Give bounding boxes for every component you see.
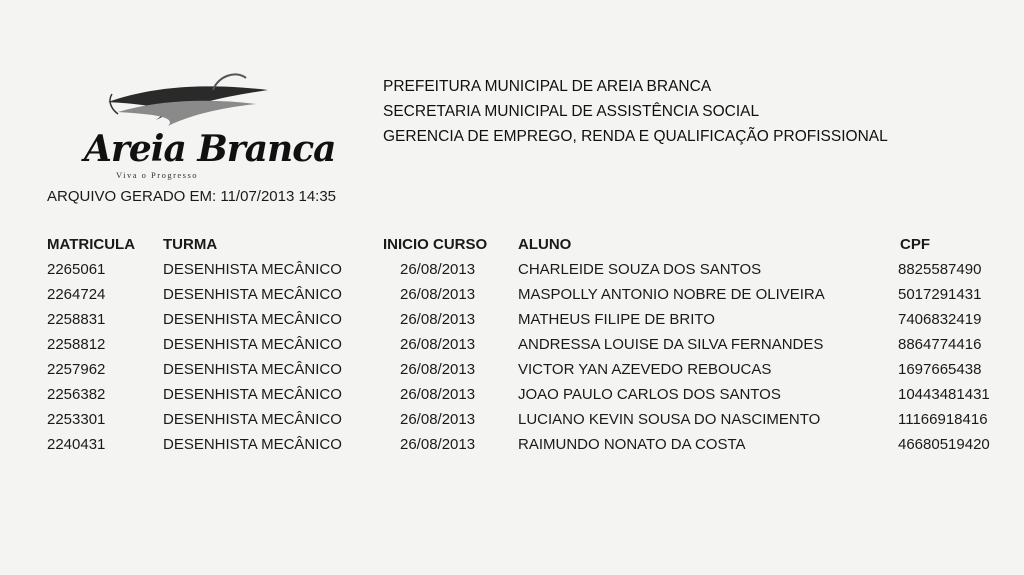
table-row <box>0 359 1024 384</box>
table-row <box>0 309 1024 334</box>
cell-aluno: LUCIANO KEVIN SOUSA DO NASCIMENTO <box>518 411 821 428</box>
cell-inicio: 26/08/2013 <box>400 411 476 428</box>
cell-matricula: 2240431 <box>47 436 106 453</box>
header-line-prefeitura: PREFEITURA MUNICIPAL DE AREIA BRANCA <box>383 78 712 95</box>
table-row <box>0 259 1024 284</box>
generated-timestamp: ARQUIVO GERADO EM: 11/07/2013 14:35 <box>47 188 337 205</box>
cell-cpf: 10443481431 <box>898 386 990 403</box>
cell-turma: DESENHISTA MECÂNICO <box>163 261 342 278</box>
cell-turma: DESENHISTA MECÂNICO <box>163 336 342 353</box>
cell-cpf: 1697665438 <box>898 361 982 378</box>
cell-matricula: 2264724 <box>47 286 106 303</box>
cell-cpf: 8825587490 <box>898 261 982 278</box>
cell-cpf: 7406832419 <box>898 311 982 328</box>
logo <box>78 68 336 183</box>
cell-inicio: 26/08/2013 <box>400 361 476 378</box>
cell-inicio: 26/08/2013 <box>400 311 476 328</box>
table-row <box>0 334 1024 359</box>
cell-aluno: RAIMUNDO NONATO DA COSTA <box>518 436 746 453</box>
header-matricula: MATRICULA <box>47 236 136 253</box>
cell-aluno: VICTOR YAN AZEVEDO REBOUCAS <box>518 361 772 378</box>
cell-matricula: 2265061 <box>47 261 106 278</box>
cell-aluno: CHARLEIDE SOUZA DOS SANTOS <box>518 261 762 278</box>
cell-matricula: 2258812 <box>47 336 106 353</box>
logo-tagline: Viva o Progresso <box>116 170 199 180</box>
cell-aluno: MASPOLLY ANTONIO NOBRE DE OLIVEIRA <box>518 286 825 303</box>
cell-turma: DESENHISTA MECÂNICO <box>163 386 342 403</box>
cell-turma: DESENHISTA MECÂNICO <box>163 411 342 428</box>
cell-inicio: 26/08/2013 <box>400 386 476 403</box>
header-turma: TURMA <box>163 236 218 253</box>
cell-inicio: 26/08/2013 <box>400 286 476 303</box>
header-line-secretaria: SECRETARIA MUNICIPAL DE ASSISTÊNCIA SOCIAL <box>383 103 760 120</box>
cell-turma: DESENHISTA MECÂNICO <box>163 286 342 303</box>
cell-cpf: 5017291431 <box>898 286 982 303</box>
cell-aluno: ANDRESSA LOUISE DA SILVA FERNANDES <box>518 336 824 353</box>
header-inicio-curso: INICIO CURSO <box>383 236 488 253</box>
cell-cpf: 8864774416 <box>898 336 982 353</box>
header-line-gerencia: GERENCIA DE EMPREGO, RENDA E QUALIFICAÇÃO PROFISSIONAL <box>383 128 888 145</box>
logo-name: Areia Branca <box>84 128 336 170</box>
cell-inicio: 26/08/2013 <box>400 261 476 278</box>
cell-aluno: JOAO PAULO CARLOS DOS SANTOS <box>518 386 781 403</box>
cell-cpf: 11166918416 <box>898 411 988 428</box>
table-row <box>0 409 1024 434</box>
cell-turma: DESENHISTA MECÂNICO <box>163 361 342 378</box>
cell-turma: DESENHISTA MECÂNICO <box>163 436 342 453</box>
cell-turma: DESENHISTA MECÂNICO <box>163 311 342 328</box>
header-cpf: CPF <box>900 236 930 253</box>
table-row <box>0 384 1024 409</box>
table-row <box>0 284 1024 309</box>
cell-cpf: 46680519420 <box>898 436 990 453</box>
table-header-row <box>0 234 1024 259</box>
table-row <box>0 434 1024 459</box>
cell-aluno: MATHEUS FILIPE DE BRITO <box>518 311 715 328</box>
header-aluno: ALUNO <box>518 236 572 253</box>
students-table <box>0 234 1024 459</box>
document-header <box>383 74 888 149</box>
cell-inicio: 26/08/2013 <box>400 436 476 453</box>
cell-inicio: 26/08/2013 <box>400 336 476 353</box>
cell-matricula: 2258831 <box>47 311 106 328</box>
cell-matricula: 2256382 <box>47 386 106 403</box>
cell-matricula: 2257962 <box>47 361 106 378</box>
cell-matricula: 2253301 <box>47 411 106 428</box>
